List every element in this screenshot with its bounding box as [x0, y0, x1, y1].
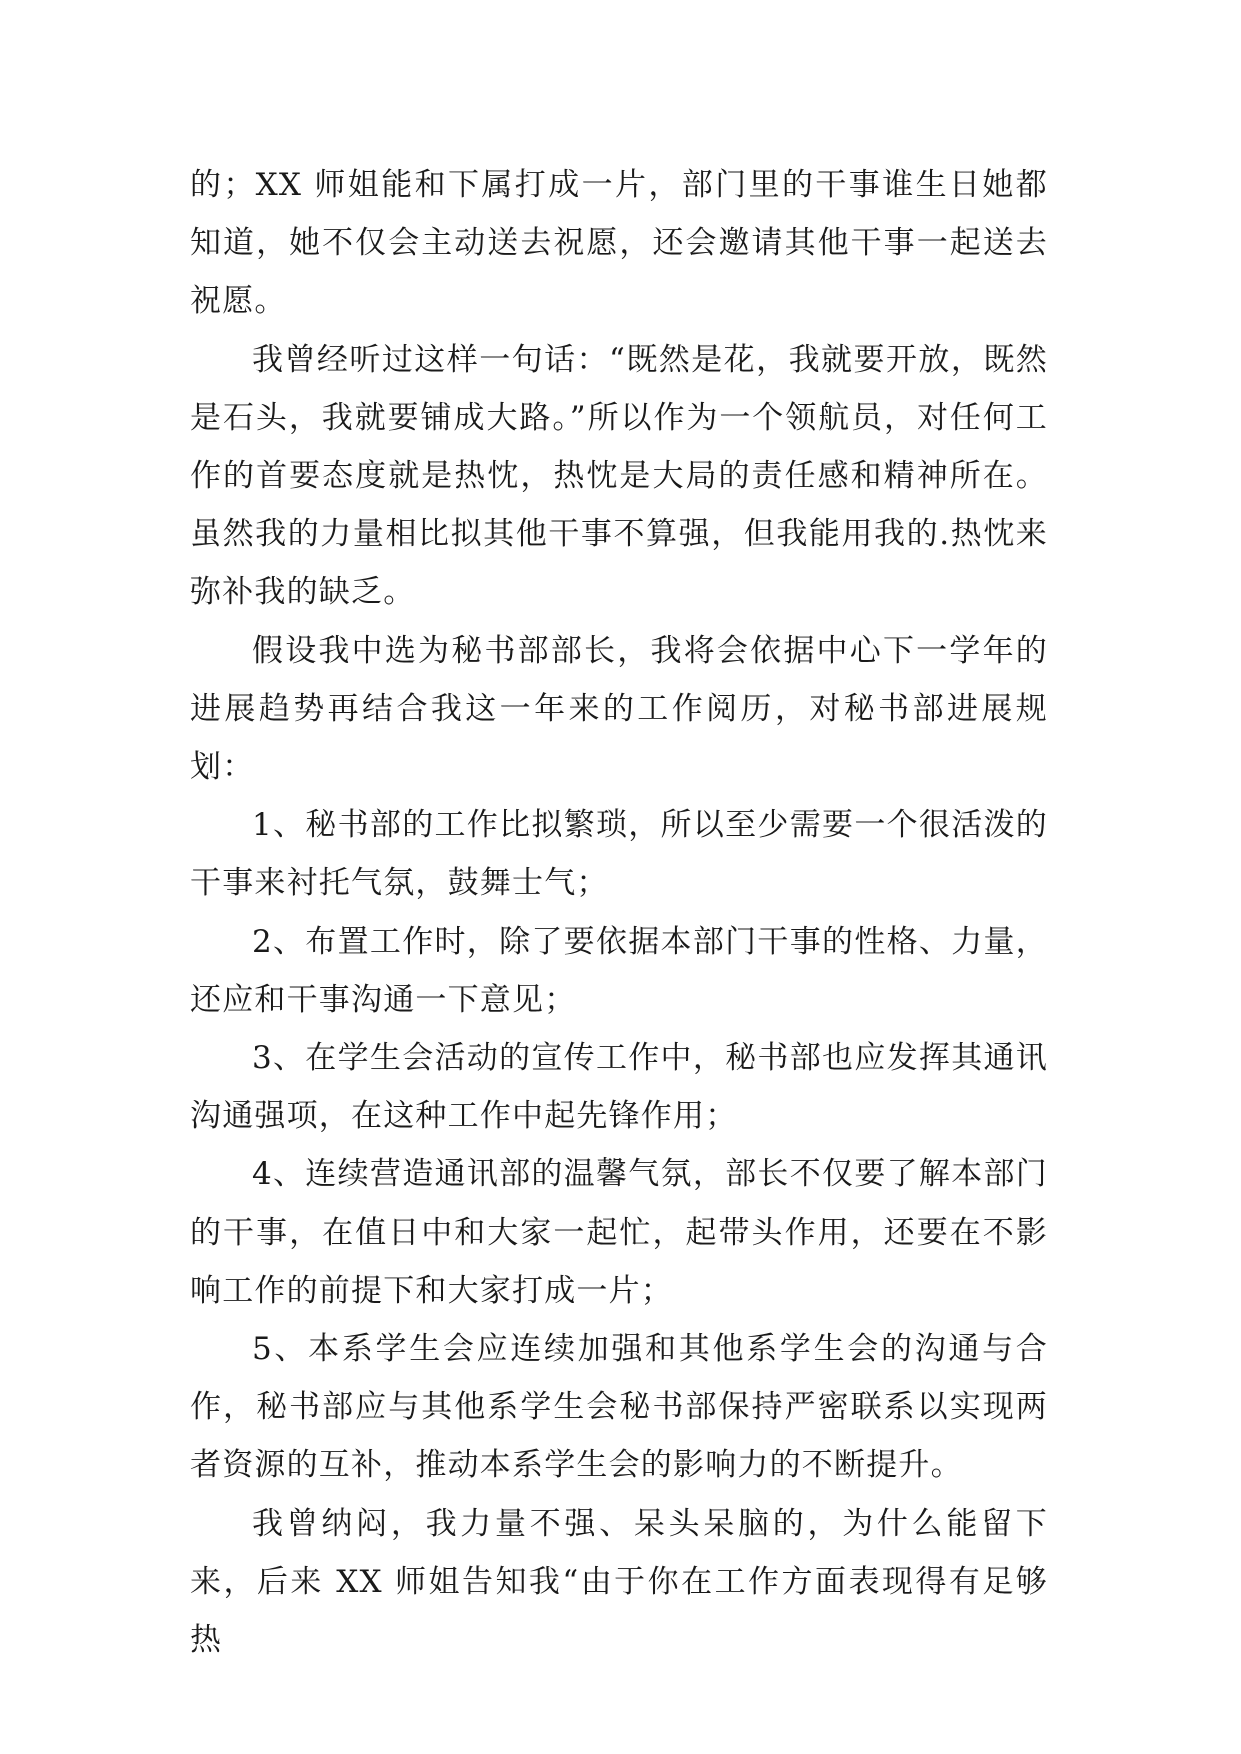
paragraph: 我曾纳闷，我力量不强、呆头呆脑的，为什么能留下来，后来 XX 师姐告知我“由于你在工作方面表现得有足够热 — [190, 1505, 1048, 1659]
paragraph: 我曾经听过这样一句话：“既然是花，我就要开放，既然是石头，我就要铺成大路。”所以作为一个领航员，对任何工作的首要态度就是热忱，热忱是大局的责任感和精神所在。虽然我的力量相比拟其他干事不算强，但我能用我的.热忱来弥补我的缺乏。 — [190, 341, 1048, 611]
list-item: 2、布置工作时，除了要依据本部门干事的性格、力量，还应和干事沟通一下意见； — [190, 923, 1048, 1018]
list-item: 1、秘书部的工作比拟繁琐，所以至少需要一个很活泼的干事来衬托气氛，鼓舞士气； — [190, 807, 1048, 902]
paragraph: 假设我中选为秘书部部长，我将会依据中心下一学年的进展趋势再结合我这一年来的工作阅历，对秘书部进展规划： — [190, 632, 1048, 786]
list-item: 5、本系学生会应连续加强和其他系学生会的沟通与合作，秘书部应与其他系学生会秘书部保持严密联系以实现两者资源的互补，推动本系学生会的影响力的不断提升。 — [190, 1331, 1048, 1484]
paragraph: 的；XX 师姐能和下属打成一片，部门里的干事谁生日她都知道，她不仅会主动送去祝愿，还会邀请其他干事一起送去祝愿。 — [190, 167, 1048, 320]
list-item: 3、在学生会活动的宣传工作中，秘书部也应发挥其通讯沟通强项，在这种工作中起先锋作用； — [190, 1040, 1048, 1135]
list-item: 4、连续营造通讯部的温馨气氛，部长不仅要了解本部门的干事，在值日中和大家一起忙，起带头作用，还要在不影响工作的前提下和大家打成一片； — [190, 1156, 1048, 1309]
document-body — [190, 156, 1048, 1669]
